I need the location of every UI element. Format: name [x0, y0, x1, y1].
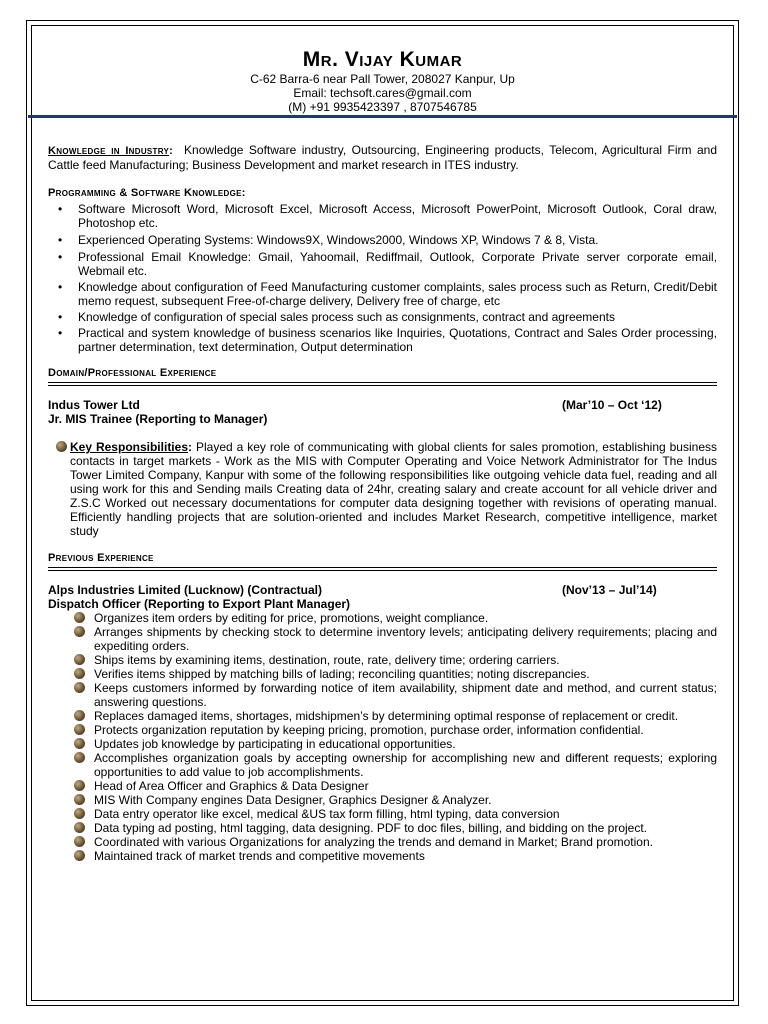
list-item: Updates job knowledge by participating in educational opportunities. [48, 737, 717, 751]
bullet-ball-icon [74, 808, 85, 819]
section-divider [48, 567, 717, 571]
key-responsibilities-label: Key Responsibilities [70, 440, 188, 454]
list-item: Data typing ad posting, html tagging, data designing. PDF to doc files, billing, and bidding on the project. [48, 821, 717, 835]
knowledge-label: Knowledge in Industry [48, 145, 170, 157]
list-item: • Knowledge about configuration of Feed Manufacturing customer complaints, sales process such as Return, Credit/Debit memo request, subsequent Free-of-charge delivery, Delivery free of charge, etc [58, 280, 717, 308]
address: C-62 Barra-6 near Pall Tower, 208027 Kanpur, Up [250, 72, 515, 86]
bullet-ball-icon [74, 780, 85, 791]
resume-page [26, 20, 739, 1006]
resume-body [48, 143, 717, 863]
candidate-name: Mr. Vijay Kumar [302, 48, 463, 71]
job-dates: (Nov’13 – Jul’14) [562, 583, 657, 597]
company-name: Alps Industries Limited (Lucknow) (Contractual) [48, 583, 323, 597]
list-item: • Practical and system knowledge of business scenarios like Inquiries, Quotations, Contract and Sales Order processing, partner determination, text determination, Output determination [58, 326, 717, 354]
bullet-icon: • [58, 310, 63, 324]
bullet-ball-icon [74, 724, 85, 735]
list-item: • Knowledge of configuration of special sales process such as consignments, contract and agreements [58, 310, 615, 324]
job-dates: (Mar’10 – Oct ‘12) [562, 398, 662, 412]
bullet-ball-icon [74, 836, 85, 847]
duties-list [48, 611, 717, 863]
list-item: Data entry operator like excel, medical &US tax form filling, html typing, data conversion [48, 807, 717, 821]
domain-experience-title: Domain/Professional Experience [48, 367, 217, 379]
list-item: MIS With Company engines Data Designer, Graphics Designer & Analyzer. [48, 793, 717, 807]
bullet-ball-icon [74, 822, 85, 833]
list-item: Accomplishes organization goals by accepting ownership for accomplishing new and different requests; exploring opportunities to add value to job accomplishments. [48, 751, 717, 779]
list-item: Verifies items shipped by matching bills of lading; reconciling quantities; noting discrepancies. [48, 667, 717, 681]
programming-title: Programming & Software Knowledge: [48, 187, 246, 199]
phone: (M) +91 9935423397 , 8707546785 [288, 100, 477, 114]
resume-header [32, 48, 733, 114]
programming-list [48, 202, 717, 354]
bullet-ball-icon [74, 682, 85, 693]
knowledge-text: Knowledge Software industry, Outsourcing, Engineering products, Telecom, Agricultural Firm and Cattle feed Manufacturing; Business Development and market research in ITES industry. [48, 143, 717, 172]
key-responsibilities-text: Played a key role of communicating with global clients for sales promotion, establishing business contacts in target markets - Work as the MIS with Computer Operating and Voice Network Administrator for The Indus Tower Limited Company, Kanpur with some of the following responsibilities like outgoing vehicle data fuel, reading and all using work for this and Sending mails Creating data of 24hr, creating salary and create account for all vehicle driver and Z.S.C Worked out necessary documentations for computer data designing together with revisions of operating manual. Efficiently handling projects that are solution-oriented and includes Market Research, competitive intelligence, market study [70, 440, 717, 538]
job-header [48, 583, 717, 597]
bullet-ball-icon [74, 794, 85, 805]
bullet-ball-icon [74, 850, 85, 861]
bullet-ball-icon [74, 710, 85, 721]
bullet-icon: • [58, 326, 63, 340]
bullet-ball-icon [74, 654, 85, 665]
bullet-ball-icon [74, 626, 85, 637]
bullet-icon: • [58, 202, 63, 216]
email: Email: techsoft.cares@gmail.com [293, 86, 472, 100]
job-role: Jr. MIS Trainee (Reporting to Manager) [48, 412, 268, 426]
list-item: Replaces damaged items, shortages, midshipmen’s by determining optimal response of replacement or credit. [48, 709, 717, 723]
list-item: • Experienced Operating Systems: Windows9X, Windows2000, Windows XP, Windows 7 & 8, Vista. [58, 233, 599, 247]
list-item: Maintained track of market trends and competitive movements [48, 849, 717, 863]
list-item: • Software Microsoft Word, Microsoft Excel, Microsoft Access, Microsoft PowerPoint, Microsoft Outlook, Coral draw, Photoshop etc. [58, 202, 717, 230]
list-item: Coordinated with various Organizations for analyzing the trends and demand in Market; Brand promotion. [48, 835, 717, 849]
page-border [31, 25, 734, 1001]
section-divider [48, 382, 717, 386]
list-item: Head of Area Officer and Graphics & Data Designer [48, 779, 717, 793]
bullet-ball-icon [74, 668, 85, 679]
bullet-ball-icon [74, 738, 85, 749]
key-responsibilities: Key Responsibilities: Played a key role of communicating with global clients for sales promotion, establishing business contacts in target markets - Work as the MIS with Computer Operating and Voice Network Administrator for The Indus Tower Limited Company, Kanpur with some of the following responsibilities like outgoing vehicle data fuel, reading and all using work for this and Sending mails Creating data of 24hr, creating salary and create account for all vehicle driver and Z.S.C Worked out necessary documentations for computer data designing together with revisions of operating manual. Efficiently handling projects that are solution-oriented and includes Market Research, competitive intelligence, market study [48, 440, 717, 538]
list-item: Protects organization reputation by keeping pricing, promotion, purchase order, information confidential. [48, 723, 717, 737]
list-item: Arranges shipments by checking stock to determine inventory levels; anticipating delivery requirements; placing and expediting orders. [48, 625, 717, 653]
bullet-icon: • [58, 280, 63, 294]
knowledge-in-industry: Knowledge in Industry: Knowledge Software industry, Outsourcing, Engineering products, Telecom, Agricultural Firm and Cattle feed Manufacturing; Business Development and market research in ITES industry. [48, 143, 717, 172]
bullet-ball-icon [74, 612, 85, 623]
bullet-ball-icon [56, 441, 67, 452]
bullet-ball-icon [74, 752, 85, 763]
list-item: Organizes item orders by editing for price, promotions, weight compliance. [48, 611, 717, 625]
job-role: Dispatch Officer (Reporting to Export Plant Manager) [48, 597, 351, 611]
company-name: Indus Tower Ltd [48, 398, 140, 412]
job-header [48, 398, 717, 412]
bullet-icon: • [58, 250, 63, 264]
previous-experience-title: Previous Experience [48, 552, 154, 564]
bullet-icon: • [58, 233, 63, 247]
list-item: Keeps customers informed by forwarding notice of item availability, shipment date and method, and current status; answering questions. [48, 681, 717, 709]
header-divider [28, 115, 737, 118]
list-item: • Professional Email Knowledge: Gmail, Yahoomail, Rediffmail, Outlook, Corporate Private server corporate email, Webmail etc. [58, 250, 717, 278]
list-item: Ships items by examining items, destination, route, rate, delivery time; ordering carriers. [48, 653, 717, 667]
